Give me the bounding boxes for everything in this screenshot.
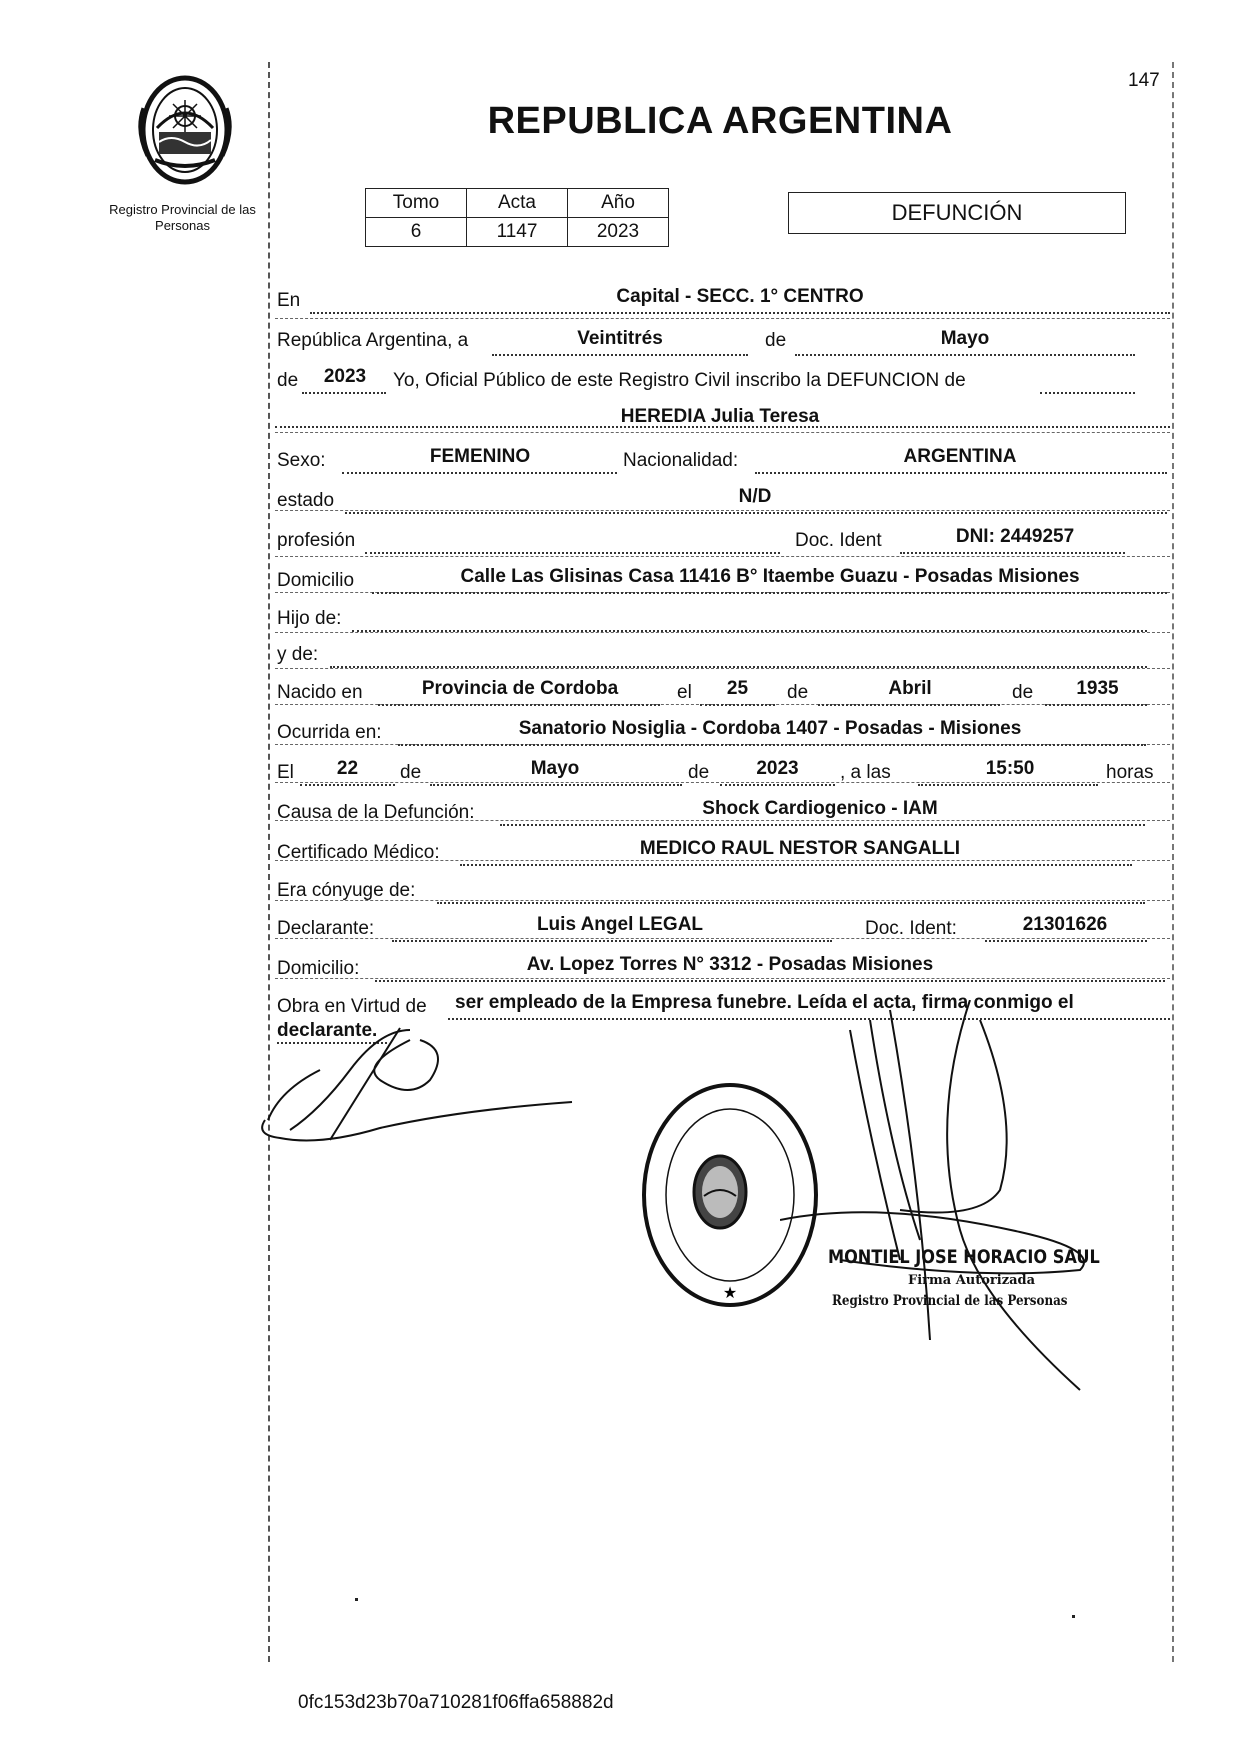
birth-year: 1935 bbox=[1076, 678, 1119, 699]
nacionalidad-label: Nacionalidad: bbox=[623, 450, 739, 471]
dotted-line bbox=[500, 824, 1145, 826]
causa-label: Causa de la Defunción: bbox=[277, 802, 475, 823]
row-separator bbox=[275, 556, 1170, 557]
certificado-label: Certificado Médico: bbox=[277, 842, 440, 863]
signatory-name: MONTIEL JOSE HORACIO SAUL bbox=[828, 1246, 1100, 1268]
record-table-value-row bbox=[366, 218, 669, 247]
record-table-cell: 6 bbox=[366, 218, 467, 247]
decl-doc-value: 21301626 bbox=[1022, 914, 1108, 935]
dotted-line bbox=[460, 864, 1132, 866]
dotted-line bbox=[720, 784, 835, 786]
domicilio-label: Domicilio bbox=[277, 570, 355, 591]
dotted-line bbox=[795, 354, 1135, 356]
decl-doc-label: Doc. Ident: bbox=[865, 918, 957, 939]
certificado-value: MEDICO RAUL NESTOR SANGALLI bbox=[639, 838, 961, 859]
dotted-line bbox=[437, 902, 1145, 904]
hijo-label: Hijo de: bbox=[277, 608, 342, 629]
dotted-line bbox=[330, 666, 1147, 668]
dotted-line bbox=[1045, 704, 1147, 706]
causa-value: Shock Cardiogenico - IAM bbox=[702, 798, 938, 819]
yde-label: y de: bbox=[277, 644, 319, 665]
page-title: REPUBLICA ARGENTINA bbox=[487, 100, 953, 142]
row-separator bbox=[275, 318, 1170, 319]
death-month: Mayo bbox=[530, 758, 580, 779]
registry-name: Registro Provincial de las Personas bbox=[109, 202, 256, 233]
decl-domicilio-value: Av. Lopez Torres N° 3312 - Posadas Misiones bbox=[526, 954, 934, 975]
row-separator bbox=[275, 668, 1170, 669]
birth-day: 25 bbox=[726, 678, 749, 699]
row-separator bbox=[275, 510, 1170, 511]
dotted-line bbox=[352, 630, 1147, 632]
birth-de-label: de bbox=[1012, 682, 1034, 703]
dotted-line bbox=[302, 392, 386, 394]
row-separator bbox=[275, 432, 1170, 433]
record-table-header: Acta bbox=[467, 189, 568, 218]
en-value: Capital - SECC. 1° CENTRO bbox=[616, 286, 864, 307]
en-label: En bbox=[277, 290, 301, 311]
year-prefix-label: de bbox=[277, 370, 299, 391]
month-value: Mayo bbox=[940, 328, 990, 349]
estado-label: estado bbox=[277, 490, 335, 511]
svg-text:★: ★ bbox=[722, 1283, 738, 1302]
death-de-label: de bbox=[688, 762, 710, 783]
dotted-line bbox=[985, 940, 1147, 942]
dotted-line bbox=[378, 704, 660, 706]
declarant-signature-icon bbox=[260, 1010, 580, 1170]
dot-mark bbox=[1072, 1615, 1075, 1618]
dotted-line bbox=[365, 552, 780, 554]
death-year: 2023 bbox=[756, 758, 799, 779]
death-day: 22 bbox=[336, 758, 359, 779]
birth-de-label: de bbox=[787, 682, 809, 703]
dotted-line bbox=[818, 704, 1000, 706]
de-label: de bbox=[765, 330, 787, 351]
dotted-line bbox=[342, 472, 617, 474]
row-separator bbox=[275, 938, 1170, 939]
republica-label: República Argentina, a bbox=[277, 330, 469, 351]
death-time: 15:50 bbox=[985, 758, 1035, 779]
record-table bbox=[365, 188, 669, 247]
nacido-value: Provincia de Cordoba bbox=[421, 678, 619, 699]
alas-label: , a las bbox=[840, 762, 891, 783]
ocurrida-value: Sanatorio Nosiglia - Cordoba 1407 - Posadas - Misiones bbox=[518, 718, 1022, 739]
page-number: 147 bbox=[1128, 70, 1160, 91]
dot-mark bbox=[355, 1598, 358, 1601]
record-type-box: DEFUNCIÓN bbox=[788, 192, 1126, 234]
dotted-line bbox=[900, 552, 1125, 554]
inscribe-text: Yo, Oficial Público de este Registro Civil inscribo la DEFUNCION de bbox=[393, 370, 966, 391]
dotted-line bbox=[310, 312, 1170, 314]
row-separator bbox=[275, 978, 1170, 979]
horas-label: horas bbox=[1106, 762, 1154, 783]
signatory-title: Firma Autorizada bbox=[908, 1273, 1036, 1288]
dotted-line bbox=[430, 784, 682, 786]
decl-domicilio-label: Domicilio: bbox=[277, 958, 360, 979]
dotted-line bbox=[492, 354, 748, 356]
doc-ident-label: Doc. Ident bbox=[795, 530, 882, 551]
record-table-header: Año bbox=[568, 189, 669, 218]
dotted-line bbox=[392, 940, 832, 942]
dotted-line bbox=[345, 512, 1167, 514]
signatory-office: Registro Provincial de las Personas bbox=[832, 1293, 1068, 1309]
row-separator bbox=[275, 632, 1170, 633]
right-margin-line bbox=[1172, 62, 1174, 1662]
birth-month: Abril bbox=[888, 678, 932, 699]
obra-value-continued: declarante. bbox=[277, 1020, 378, 1041]
left-margin-line bbox=[268, 62, 270, 1662]
ocurrida-label: Ocurrida en: bbox=[277, 722, 382, 743]
day-value: Veintitrés bbox=[577, 328, 663, 349]
dotted-line bbox=[918, 784, 1098, 786]
deceased-name: HEREDIA Julia Teresa bbox=[620, 406, 820, 427]
conyuge-label: Era cónyuge de: bbox=[277, 880, 416, 901]
record-table-cell: 2023 bbox=[568, 218, 669, 247]
obra-label: Obra en Virtud de bbox=[277, 996, 427, 1017]
el-label: el bbox=[677, 682, 692, 703]
document-hash: 0fc153d23b70a710281f06ffa658882d bbox=[298, 1692, 614, 1713]
province-seal-logo bbox=[125, 68, 255, 198]
domicilio-value: Calle Las Glisinas Casa 11416 B° Itaembe Guazu - Posadas Misiones bbox=[460, 566, 1080, 587]
doc-ident-value: DNI: 2449257 bbox=[955, 526, 1075, 547]
El-label: El bbox=[277, 762, 294, 783]
estado-value: N/D bbox=[738, 486, 772, 507]
death-de-label: de bbox=[400, 762, 422, 783]
sexo-value: FEMENINO bbox=[429, 446, 531, 467]
sexo-label: Sexo: bbox=[277, 450, 326, 471]
dotted-line bbox=[372, 592, 1167, 594]
nacido-label: Nacido en bbox=[277, 682, 363, 703]
profesion-label: profesión bbox=[277, 530, 356, 551]
nacionalidad-value: ARGENTINA bbox=[903, 446, 1017, 467]
official-signature-icon bbox=[780, 1000, 1120, 1400]
dotted-line bbox=[1040, 392, 1135, 394]
declarante-label: Declarante: bbox=[277, 918, 375, 939]
record-table-cell: 1147 bbox=[467, 218, 568, 247]
year-value: 2023 bbox=[323, 366, 367, 387]
dotted-line bbox=[755, 472, 1167, 474]
declarante-value: Luis Angel LEGAL bbox=[536, 914, 704, 935]
record-table-header: Tomo bbox=[366, 189, 467, 218]
dotted-line bbox=[300, 784, 395, 786]
obra-value: ser empleado de la Empresa funebre. Leída el acta, firma conmigo el bbox=[455, 992, 1074, 1013]
record-table-header-row bbox=[366, 189, 669, 218]
dotted-line bbox=[398, 744, 1146, 746]
dotted-line bbox=[375, 980, 1165, 982]
dotted-line bbox=[700, 704, 775, 706]
